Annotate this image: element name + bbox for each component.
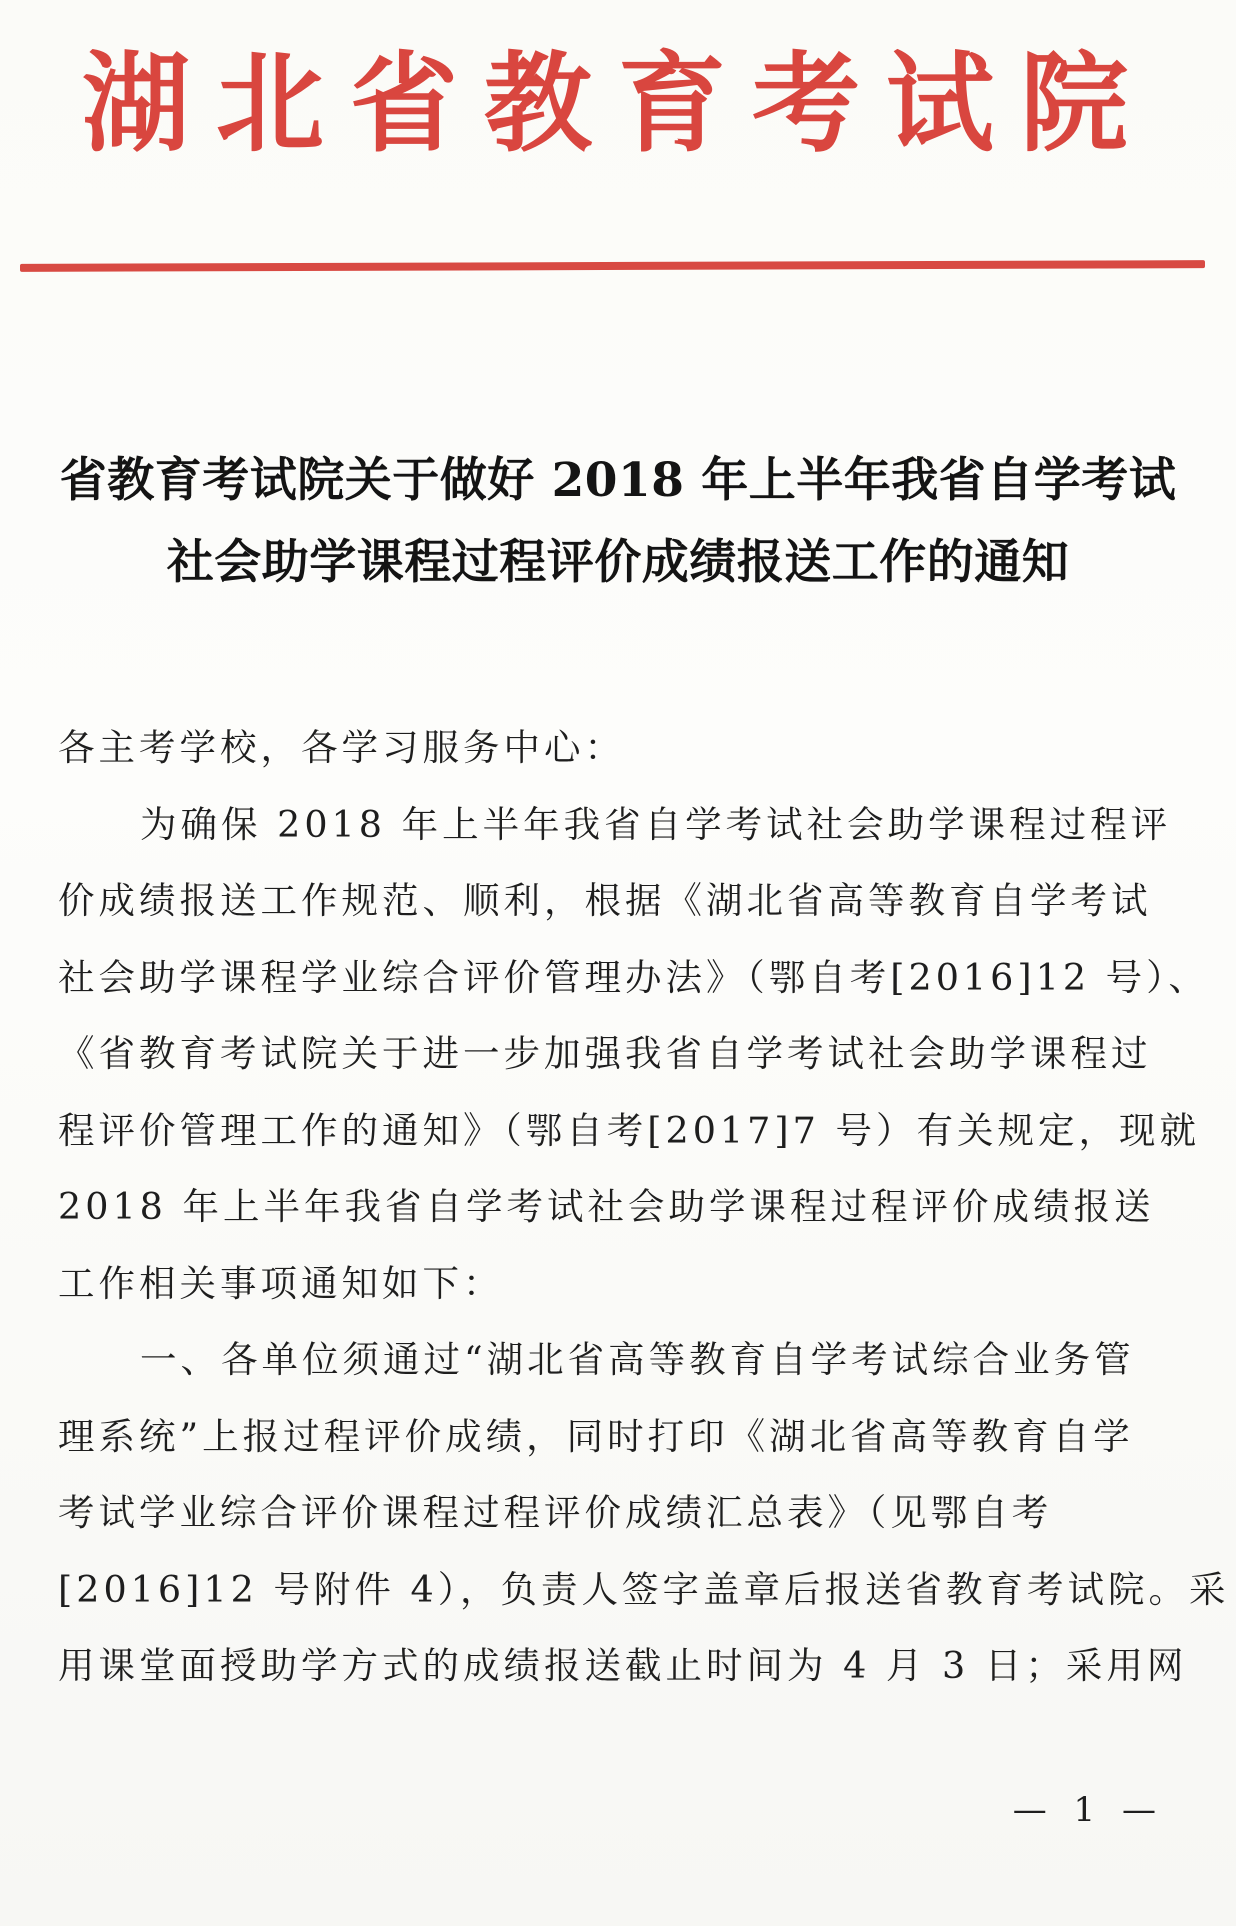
- document-title-line-1: 省教育考试院关于做好 2018 年上半年我省自学考试: [59, 453, 1177, 508]
- body-line: 为确保 2018 年上半年我省自学考试社会助学课程过程评: [140, 802, 1172, 846]
- body-line: 2018 年上半年我省自学考试社会助学课程过程评价成绩报送: [58, 1185, 1155, 1228]
- body-line: 社会助学课程学业综合评价管理办法》（鄂自考[2016]12 号）、: [58, 955, 1209, 999]
- body-line: 一、各单位须通过“湖北省高等教育自学考试综合业务管: [140, 1338, 1135, 1381]
- letterhead-org-name: 湖北省教育考试院: [81, 42, 1154, 167]
- body-line: 工作相关事项通知如下：: [58, 1261, 504, 1305]
- document-title-line-2: 社会助学课程过程评价成绩报送工作的通知: [166, 535, 1070, 590]
- body-line: 价成绩报送工作规范、顺利，根据《湖北省高等教育自学考试: [58, 879, 1152, 922]
- document-title: [0, 440, 1236, 604]
- body-line: 用课堂面授助学方式的成绩报送截止时间为 4 月 3 日；采用网: [58, 1644, 1188, 1687]
- salutation-line: 各主考学校，各学习服务中心：: [58, 726, 625, 769]
- page-number: — 1 —: [1012, 1790, 1164, 1830]
- body-line: 《省教育考试院关于进一步加强我省自学考试社会助学课程过: [58, 1032, 1152, 1075]
- document-body: [58, 710, 1230, 1705]
- body-line: [2016]12 号附件 4），负责人签字盖章后报送省教育考试院。采: [58, 1567, 1230, 1611]
- body-line: 程评价管理工作的通知》（鄂自考[2017]7 号）有关规定，现就: [58, 1108, 1200, 1152]
- letterhead-red-rule: [20, 260, 1205, 272]
- body-line: 理系统”上报过程评价成绩，同时打印《湖北省高等教育自学: [58, 1414, 1134, 1458]
- body-line: 考试学业综合评价课程过程评价成绩汇总表》（见鄂自考: [58, 1491, 1053, 1534]
